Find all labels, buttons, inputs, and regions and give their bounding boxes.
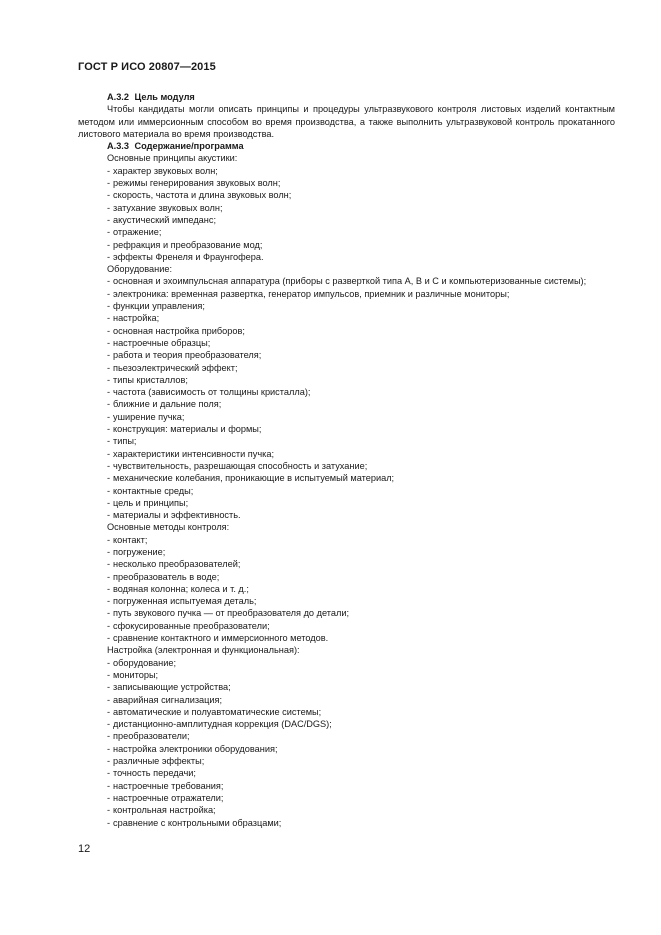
list-item-text: функции управления; <box>113 301 205 312</box>
section-heading-a32 <box>78 91 615 103</box>
section-heading-a33 <box>78 140 615 152</box>
list-item <box>78 189 615 201</box>
list-item-text: основная настройка приборов; <box>113 325 245 336</box>
list-item <box>78 386 615 398</box>
list-item-text: рефракция и преобразование мод; <box>113 239 263 250</box>
group-title: Оборудование: <box>107 264 173 275</box>
group-title: Основные принципы акустики: <box>107 153 238 164</box>
list-item-text: основная и эхоимпульсная аппаратура (приборы с разверткой типа А, В и С и компьютеризованные системы); <box>113 276 587 287</box>
list-item <box>78 607 615 619</box>
list-item <box>78 583 615 595</box>
list-item-text: аварийная сигнализация; <box>113 694 223 705</box>
list-item-text: акустический импеданс; <box>113 214 217 225</box>
list-item-text: уширение пучка; <box>113 411 185 422</box>
list-item-text: цель и принципы; <box>113 497 189 508</box>
list-item <box>78 681 615 693</box>
list-item-text: сфокусированные преобразователи; <box>113 620 270 631</box>
list-item <box>78 448 615 460</box>
list-item-text: эффекты Френеля и Фраунгофера. <box>113 251 264 262</box>
document-header: ГОСТ Р ИСО 20807—2015 <box>78 61 216 73</box>
program-groups <box>78 152 615 828</box>
list-item <box>78 755 615 767</box>
section-number: А.3.2 <box>107 92 129 102</box>
list-item <box>78 485 615 497</box>
list-item-text: преобразователь в воде; <box>113 571 220 582</box>
list-item <box>78 226 615 238</box>
list-item-text: характер звуковых волн; <box>113 165 218 176</box>
list-item <box>78 472 615 484</box>
list-item <box>78 792 615 804</box>
list-item <box>78 718 615 730</box>
list-item-text: конструкция: материалы и формы; <box>113 424 262 435</box>
list-item-text: преобразователи; <box>113 731 190 742</box>
list-item-text: записывающие устройства; <box>113 682 231 693</box>
list-item <box>78 337 615 349</box>
list-item-text: настроечные требования; <box>113 780 224 791</box>
list-item-text: работа и теория преобразователя; <box>113 350 262 361</box>
group-list <box>78 165 615 263</box>
group-list <box>78 534 615 645</box>
list-item <box>78 558 615 570</box>
list-item <box>78 362 615 374</box>
list-item <box>78 804 615 816</box>
list-item <box>78 497 615 509</box>
page-number: 12 <box>78 843 91 855</box>
list-item-text: сравнение с контрольными образцами; <box>113 817 282 828</box>
group-title: Настройка (электронная и функциональная): <box>107 645 300 656</box>
list-item <box>78 275 615 287</box>
section-title: Цель модуля <box>134 92 195 102</box>
list-item-text: характеристики интенсивности пучка; <box>113 448 275 459</box>
list-item <box>78 288 615 300</box>
list-item-text: контакт; <box>113 534 148 545</box>
list-item <box>78 767 615 779</box>
list-item-text: автоматические и полуавтоматические системы; <box>113 706 322 717</box>
list-item-text: путь звукового пучка — от преобразователя до детали; <box>113 608 350 619</box>
list-item-text: оборудование; <box>113 657 177 668</box>
group-list <box>78 657 615 829</box>
list-item <box>78 325 615 337</box>
list-item <box>78 694 615 706</box>
list-item-text: контрольная настройка; <box>113 805 216 816</box>
list-item <box>78 817 615 829</box>
list-item-text: скорость, частота и длина звуковых волн; <box>113 190 292 201</box>
list-item <box>78 657 615 669</box>
list-item-text: материалы и эффективность. <box>113 510 241 521</box>
list-item <box>78 423 615 435</box>
list-item <box>78 669 615 681</box>
list-item <box>78 620 615 632</box>
list-item <box>78 730 615 742</box>
list-item <box>78 460 615 472</box>
list-item-text: настройка; <box>113 313 160 324</box>
list-item <box>78 411 615 423</box>
list-item <box>78 202 615 214</box>
paragraph-module-goal: Чтобы кандидаты могли описать принципы и процедуры ультразвукового контроля листовых изделий контактным методом или иммерсионным способом во время производства, а также выполнить ультразвуковой контроль прокатанного листового материала во время производства. <box>78 104 615 139</box>
section-number: А.3.3 <box>107 141 129 152</box>
list-item-text: типы; <box>113 436 137 447</box>
list-item-text: несколько преобразователей; <box>113 559 241 570</box>
list-item-text: погруженная испытуемая деталь; <box>113 596 257 607</box>
list-item <box>78 251 615 263</box>
list-item-text: настроечные образцы; <box>113 337 211 348</box>
group-title: Основные методы контроля: <box>107 522 230 533</box>
list-item-text: частота (зависимость от толщины кристалла); <box>113 387 311 398</box>
list-item <box>78 780 615 792</box>
list-item <box>78 632 615 644</box>
list-item-text: погружение; <box>113 546 166 557</box>
list-item-text: затухание звуковых волн; <box>113 202 223 213</box>
list-item <box>78 165 615 177</box>
page-content <box>78 91 615 829</box>
list-item <box>78 214 615 226</box>
list-item <box>78 595 615 607</box>
list-item-text: электроника: временная развертка, генератор импульсов, приемник и различные мониторы; <box>113 288 510 299</box>
list-item <box>78 743 615 755</box>
list-item <box>78 546 615 558</box>
list-item-text: сравнение контактного и иммерсионного методов. <box>113 633 329 644</box>
list-item <box>78 534 615 546</box>
list-item-text: дистанционно-амплитудная коррекция (DAC/DGS); <box>113 719 332 730</box>
list-item <box>78 706 615 718</box>
list-item-text: типы кристаллов; <box>113 374 188 385</box>
list-item <box>78 398 615 410</box>
list-item-text: ближние и дальние поля; <box>113 399 222 410</box>
list-item-text: точность передачи; <box>113 768 196 779</box>
list-item-text: режимы генерирования звуковых волн; <box>113 178 281 189</box>
list-item <box>78 374 615 386</box>
list-item-text: чувствительность, разрешающая способность и затухание; <box>113 460 368 471</box>
list-item <box>78 349 615 361</box>
list-item <box>78 312 615 324</box>
list-item <box>78 571 615 583</box>
list-item-text: отражение; <box>113 227 162 238</box>
list-item-text: пьезоэлектрический эффект; <box>113 362 238 373</box>
list-item-text: механические колебания, проникающие в испытуемый материал; <box>113 473 395 484</box>
list-item <box>78 300 615 312</box>
list-item-text: различные эффекты; <box>113 756 205 767</box>
list-item-text: контактные среды; <box>113 485 194 496</box>
list-item <box>78 177 615 189</box>
list-item <box>78 239 615 251</box>
list-item <box>78 509 615 521</box>
group-list <box>78 275 615 521</box>
section-title: Содержание/программа <box>134 141 244 152</box>
list-item-text: настроечные отражатели; <box>113 792 224 803</box>
list-item-text: мониторы; <box>113 669 159 680</box>
list-item <box>78 435 615 447</box>
list-item-text: водяная колонна; колеса и т. д.; <box>113 583 249 594</box>
list-item-text: настройка электроники оборудования; <box>113 743 278 754</box>
